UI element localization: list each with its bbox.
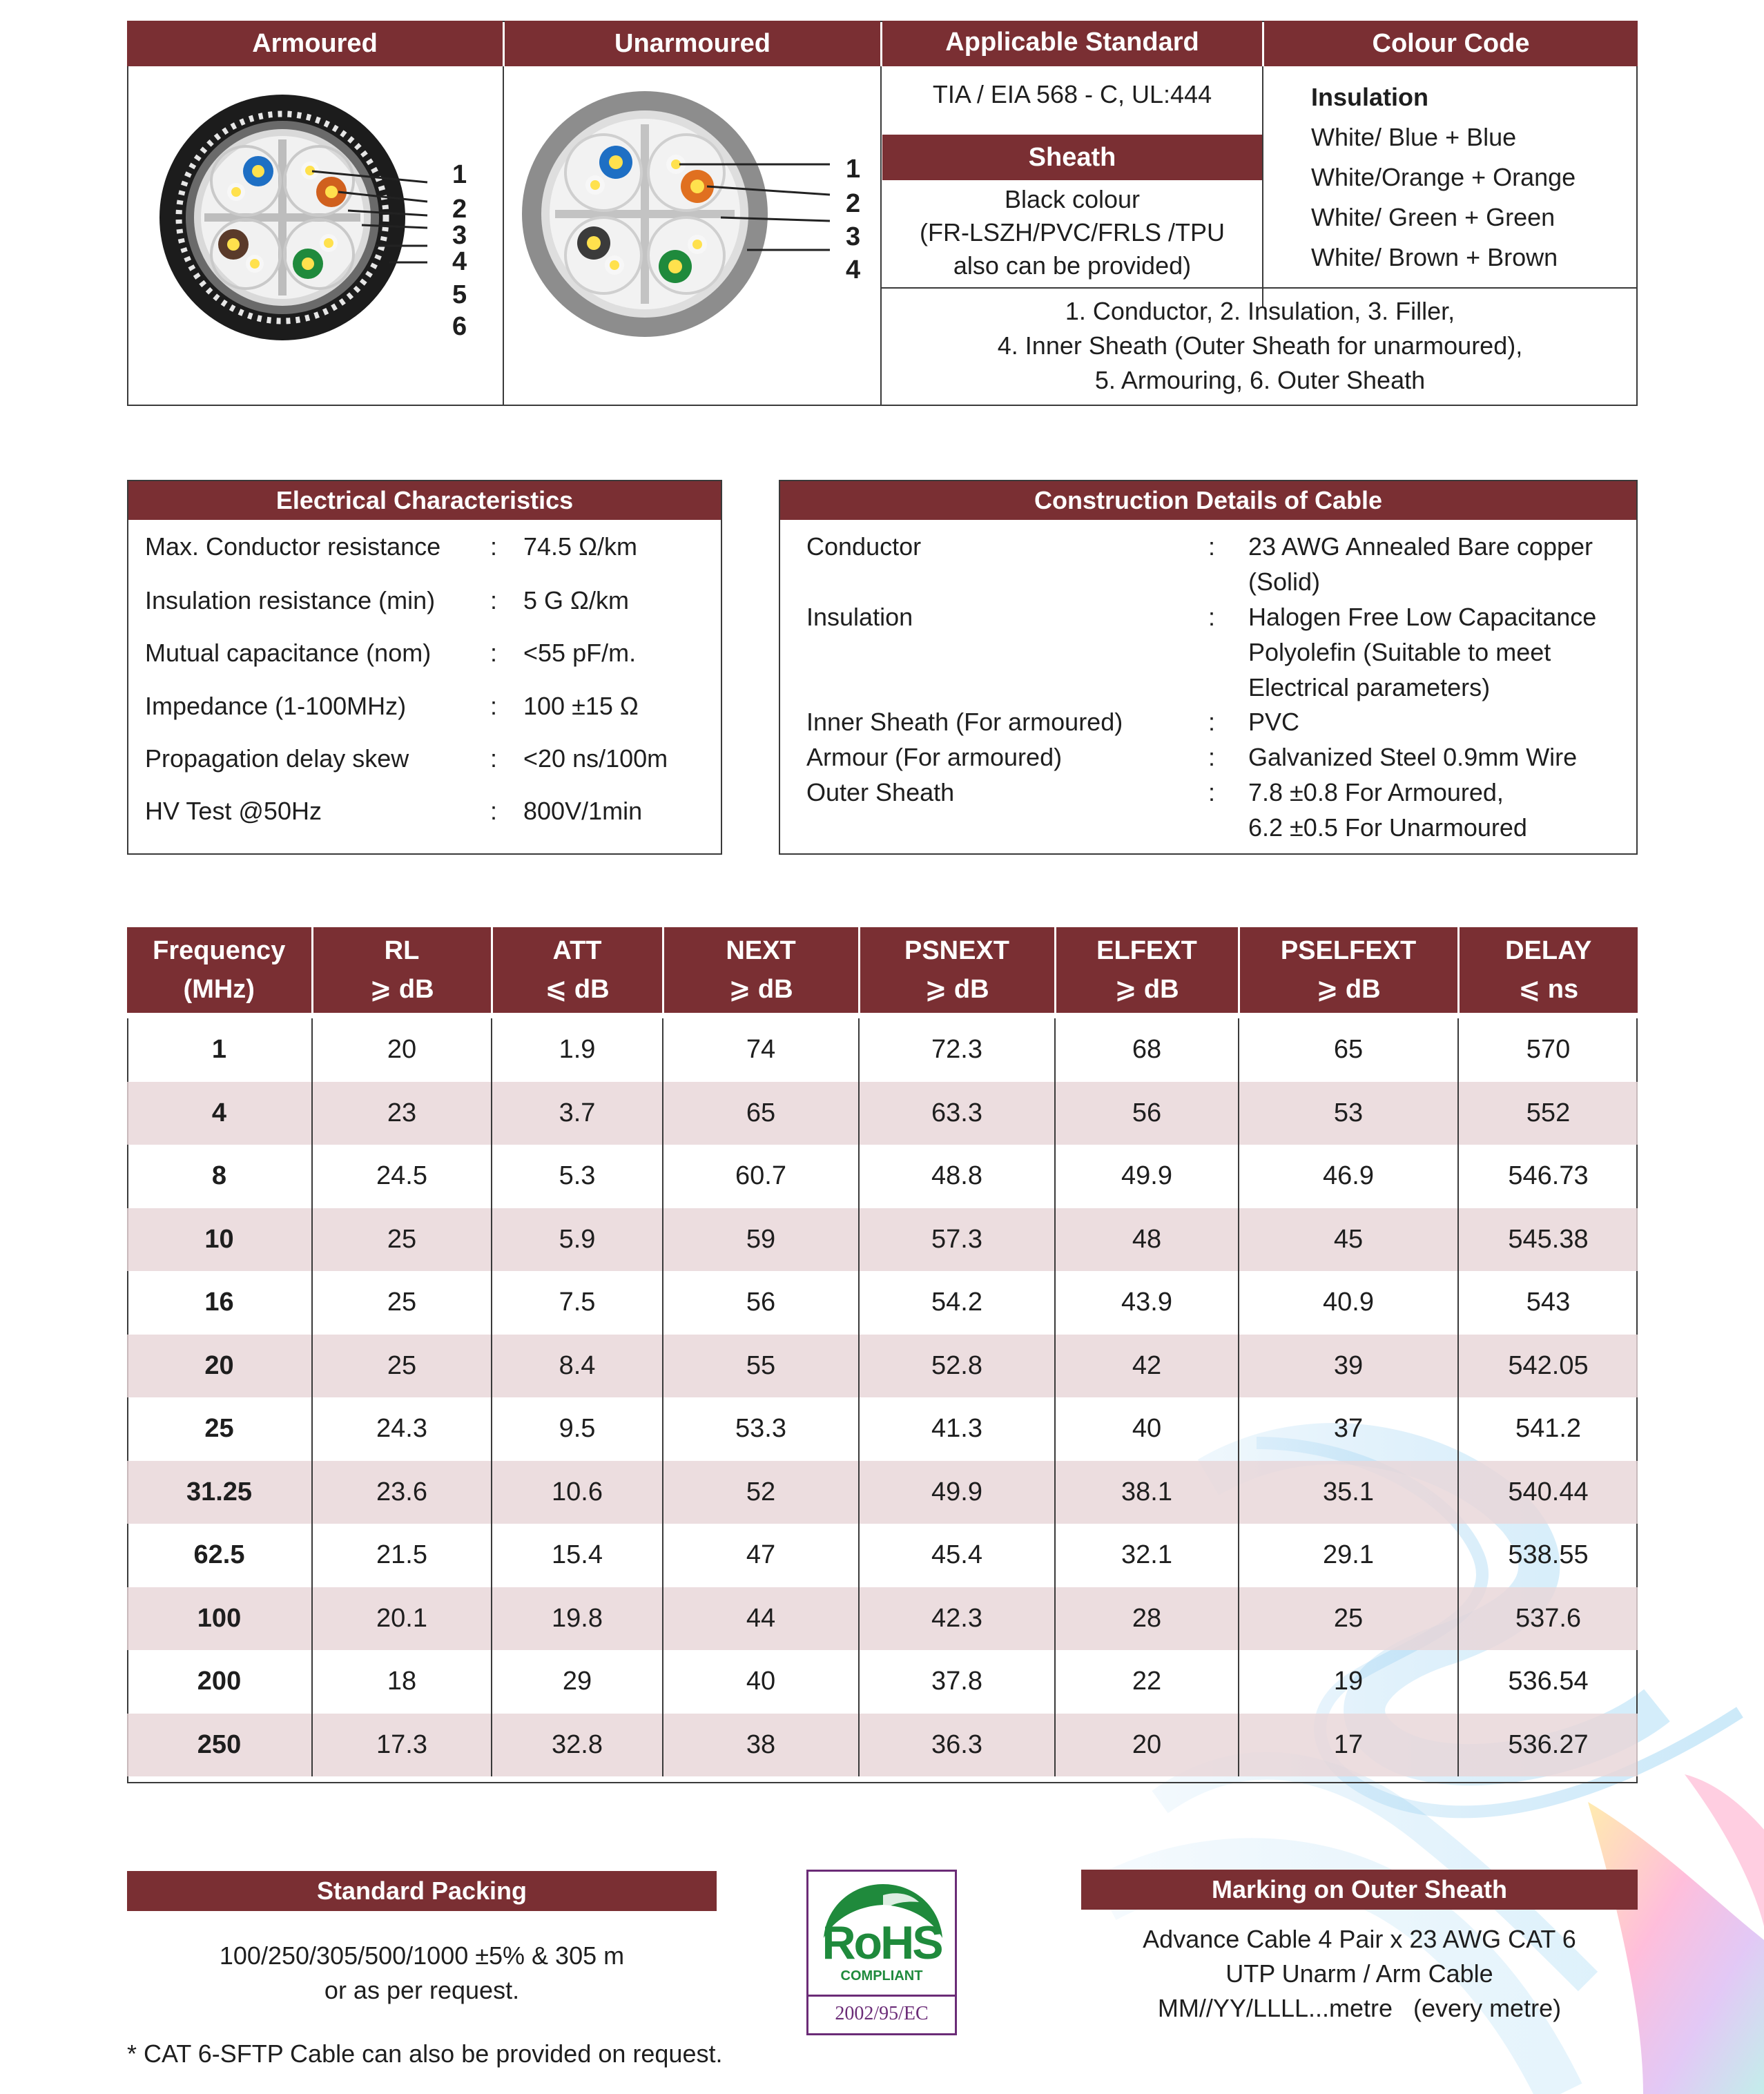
column-header xyxy=(1458,927,1638,1016)
table-cell: 3.7 xyxy=(492,1082,663,1145)
armoured-callout-5: 5 xyxy=(452,280,467,309)
marking-header: Marking on Outer Sheath xyxy=(1081,1870,1638,1910)
table-cell: 65 xyxy=(663,1082,859,1145)
frequency-cell: 20 xyxy=(127,1335,312,1398)
divider xyxy=(880,287,1638,289)
colour-code-item: White/ Brown + Brown xyxy=(1311,243,1558,271)
frequency-cell: 250 xyxy=(127,1714,312,1777)
table-cell: 24.5 xyxy=(312,1145,492,1208)
table-cell: 542.05 xyxy=(1458,1335,1638,1398)
unarmoured-callout-1: 1 xyxy=(846,155,861,184)
table-row xyxy=(127,1714,1638,1777)
column-header-title: PSELFEXT xyxy=(1280,936,1417,965)
rohs-code: 2002/95/EC xyxy=(835,2003,929,2024)
electrical-value: <20 ns/100m xyxy=(523,744,668,773)
table-cell: 65 xyxy=(1239,1016,1458,1082)
table-cell: 32.8 xyxy=(492,1714,663,1777)
table-cell: 19.8 xyxy=(492,1587,663,1651)
divider xyxy=(880,66,882,406)
table-cell: 18 xyxy=(312,1650,492,1714)
sheath-line-3: also can be provided) xyxy=(953,251,1192,280)
electrical-sep: : xyxy=(490,639,498,667)
table-cell: 42 xyxy=(1055,1335,1239,1398)
table-cell: 37.8 xyxy=(859,1650,1055,1714)
table-row xyxy=(127,1650,1638,1714)
column-header-unit: (MHz) xyxy=(183,975,255,1004)
table-cell: 60.7 xyxy=(663,1145,859,1208)
table-row xyxy=(127,1271,1638,1335)
table-cell: 43.9 xyxy=(1055,1271,1239,1335)
table-cell: 552 xyxy=(1458,1082,1638,1145)
table-cell: 24.3 xyxy=(312,1397,492,1461)
table-cell: 541.2 xyxy=(1515,1414,1582,1444)
marking-line-3: MM//YY/LLLL...metre (every metre) xyxy=(1157,1994,1562,2022)
divider xyxy=(503,66,504,406)
electrical-characteristics-panel xyxy=(127,480,722,855)
table-row xyxy=(127,1587,1638,1651)
table-row xyxy=(127,1082,1638,1145)
table-cell: 56 xyxy=(663,1271,859,1335)
frequency-cell: 10 xyxy=(127,1208,312,1272)
table-cell: 40 xyxy=(663,1650,859,1714)
construction-value: 6.2 ±0.5 For Unarmoured xyxy=(1248,813,1527,842)
table-cell: 37 xyxy=(1239,1397,1458,1461)
column-header xyxy=(127,927,312,1016)
unarmoured-callout-2: 2 xyxy=(846,189,861,218)
table-cell: 52.8 xyxy=(859,1335,1055,1398)
frequency-cell: 200 xyxy=(127,1650,312,1714)
table-cell: 29 xyxy=(492,1650,663,1714)
table-cell: 17 xyxy=(1239,1714,1458,1777)
table-cell: 28 xyxy=(1055,1587,1239,1651)
column-header-title: RL xyxy=(384,936,420,965)
table-cell: 29.1 xyxy=(1239,1524,1458,1587)
table-cell: 32.1 xyxy=(1055,1524,1239,1587)
table-cell: 53.3 xyxy=(663,1397,859,1461)
column-header xyxy=(312,927,492,1016)
construction-value: Electrical parameters) xyxy=(1248,673,1491,701)
electrical-sep: : xyxy=(490,744,498,773)
standard-value: TIA / EIA 568 - C, UL:444 xyxy=(932,80,1212,108)
table-cell: 45.4 xyxy=(859,1524,1055,1587)
construction-sep: : xyxy=(1208,532,1216,561)
electrical-value: 100 ±15 Ω xyxy=(523,692,639,720)
table-cell: 538.55 xyxy=(1508,1540,1589,1570)
table-cell: 25 xyxy=(312,1271,492,1335)
table-cell: 40 xyxy=(1055,1397,1239,1461)
table-cell: 8.4 xyxy=(492,1335,663,1398)
frequency-cell: 16 xyxy=(127,1271,312,1335)
construction-label: Insulation xyxy=(806,603,913,631)
table-cell: 536.27 xyxy=(1458,1714,1638,1777)
colour-code-header: Colour Code xyxy=(1264,21,1638,66)
table-header-row xyxy=(127,927,1638,1016)
top-section xyxy=(127,21,1638,406)
table-cell: 57.3 xyxy=(859,1208,1055,1272)
packing-line-1: 100/250/305/500/1000 ±5% & 305 m xyxy=(219,1941,625,1970)
table-cell: 52 xyxy=(663,1461,859,1524)
construction-value: Halogen Free Low Capacitance xyxy=(1248,603,1597,631)
table-cell: 5.9 xyxy=(492,1208,663,1272)
sheath-line-1: Black colour xyxy=(1004,185,1141,213)
sheath-header: Sheath xyxy=(882,135,1262,180)
construction-sep: : xyxy=(1208,603,1216,631)
column-header-unit: ⩾ dB xyxy=(728,975,793,1004)
construction-label: Conductor xyxy=(806,532,922,561)
table-row xyxy=(127,1397,1638,1461)
construction-value: 23 AWG Annealed Bare copper xyxy=(1248,532,1593,561)
column-header-title: Frequency xyxy=(153,936,286,965)
table-row xyxy=(127,1335,1638,1398)
colour-code-item: White/ Blue + Blue xyxy=(1311,123,1517,151)
table-cell: 536.54 xyxy=(1508,1667,1589,1696)
electrical-value: 74.5 Ω/km xyxy=(523,532,637,561)
electrical-label: Impedance (1-100MHz) xyxy=(145,692,407,720)
column-header xyxy=(859,927,1055,1016)
table-cell: 537.6 xyxy=(1458,1587,1638,1651)
table-cell: 49.9 xyxy=(1055,1145,1239,1208)
table-cell: 45 xyxy=(1239,1208,1458,1272)
construction-details-panel xyxy=(779,480,1638,855)
table-row xyxy=(127,1208,1638,1272)
frequency-cell: 25 xyxy=(127,1397,312,1461)
table-cell: 48 xyxy=(1055,1208,1239,1272)
frequency-cell: 100 xyxy=(127,1587,312,1651)
electrical-sep: : xyxy=(490,692,498,720)
construction-sep: : xyxy=(1208,743,1216,771)
column-header-title: ATT xyxy=(552,936,602,965)
armoured-callout-6: 6 xyxy=(452,312,467,341)
table-cell: 39 xyxy=(1239,1335,1458,1398)
electrical-sep: : xyxy=(490,797,498,825)
table-cell: 570 xyxy=(1458,1016,1638,1082)
table-cell: 545.38 xyxy=(1458,1208,1638,1272)
table-cell: 38.1 xyxy=(1055,1461,1239,1524)
column-header-title: NEXT xyxy=(726,936,796,965)
colour-code-item: White/Orange + Orange xyxy=(1311,163,1576,191)
sheath-line-2: (FR-LSZH/PVC/FRLS /TPU xyxy=(919,218,1225,246)
column-header-unit: ⩾ dB xyxy=(924,975,989,1004)
packing-line-2: or as per request. xyxy=(324,1976,520,2004)
standard-packing-header: Standard Packing xyxy=(127,1871,717,1911)
electrical-header: Electrical Characteristics xyxy=(128,481,721,520)
armoured-cable-diagram xyxy=(141,90,500,400)
electrical-sep: : xyxy=(490,532,498,561)
construction-value: Galvanized Steel 0.9mm Wire xyxy=(1248,743,1578,771)
column-header-unit: ⩾ dB xyxy=(1316,975,1381,1004)
column-header-title: ELFEXT xyxy=(1096,936,1197,965)
unarmoured-callout-4: 4 xyxy=(846,255,861,284)
legend-line-1: 1. Conductor, 2. Insulation, 3. Filler, xyxy=(1065,297,1455,325)
colour-code-item: White/ Green + Green xyxy=(1311,203,1555,231)
construction-header: Construction Details of Cable xyxy=(780,481,1636,520)
marking-line-2: UTP Unarm / Arm Cable xyxy=(1225,1959,1493,1988)
marking-line-1: Advance Cable 4 Pair x 23 AWG CAT 6 xyxy=(1143,1925,1576,1953)
table-cell: 48.8 xyxy=(859,1145,1055,1208)
unarmoured-cable-diagram xyxy=(514,90,873,400)
table-cell: 41.3 xyxy=(859,1397,1055,1461)
table-cell: 46.9 xyxy=(1239,1145,1458,1208)
electrical-label: HV Test @50Hz xyxy=(145,797,322,825)
divider xyxy=(1262,66,1263,308)
armoured-callout-2: 2 xyxy=(452,195,467,224)
column-header xyxy=(1239,927,1458,1016)
table-cell: 1.9 xyxy=(492,1016,663,1082)
table-cell: 44 xyxy=(663,1587,859,1651)
legend-line-3: 5. Armouring, 6. Outer Sheath xyxy=(1094,366,1426,394)
table-cell: 17.3 xyxy=(312,1714,492,1777)
rohs-mark: RoHS xyxy=(822,1917,942,1969)
column-header-unit: ⩾ dB xyxy=(369,975,434,1004)
table-cell: 5.3 xyxy=(492,1145,663,1208)
table-cell: 36.3 xyxy=(859,1714,1055,1777)
unarmoured-header: Unarmoured xyxy=(505,21,880,66)
frequency-cell: 62.5 xyxy=(127,1524,312,1587)
table-cell: 15.4 xyxy=(492,1524,663,1587)
construction-value: (Solid) xyxy=(1248,568,1321,596)
electrical-value: 800V/1min xyxy=(523,797,643,825)
table-cell: 35.1 xyxy=(1239,1461,1458,1524)
table-cell: 42.3 xyxy=(859,1587,1055,1651)
table-cell: 21.5 xyxy=(312,1524,492,1587)
table-cell: 53 xyxy=(1239,1082,1458,1145)
construction-label: Armour (For armoured) xyxy=(806,743,1063,771)
table-cell: 543 xyxy=(1526,1288,1571,1317)
frequency-cell: 4 xyxy=(127,1082,312,1145)
construction-value: PVC xyxy=(1248,708,1300,736)
electrical-value: <55 pF/m. xyxy=(523,639,637,667)
legend-line-2: 4. Inner Sheath (Outer Sheath for unarmoured), xyxy=(997,331,1523,360)
electrical-label: Max. Conductor resistance xyxy=(145,532,441,561)
packing-footnote: * CAT 6-SFTP Cable can also be provided on request. xyxy=(127,2039,723,2068)
electrical-label: Insulation resistance (min) xyxy=(145,586,436,614)
table-cell: 55 xyxy=(663,1335,859,1398)
rohs-logo xyxy=(806,1870,957,2035)
table-cell: 63.3 xyxy=(859,1082,1055,1145)
frequency-cell: 8 xyxy=(127,1145,312,1208)
table-row xyxy=(127,1461,1638,1524)
table-cell: 23 xyxy=(312,1082,492,1145)
table-cell: 72.3 xyxy=(859,1016,1055,1082)
table-cell: 54.2 xyxy=(859,1271,1055,1335)
table-cell: 74 xyxy=(663,1016,859,1082)
table-cell: 38 xyxy=(663,1714,859,1777)
table-cell: 25 xyxy=(1239,1587,1458,1651)
column-header-unit: ⩽ ns xyxy=(1518,975,1579,1004)
armoured-callout-4: 4 xyxy=(452,247,467,276)
performance-table xyxy=(127,927,1638,1776)
table-cell: 49.9 xyxy=(859,1461,1055,1524)
frequency-cell: 31.25 xyxy=(127,1461,312,1524)
armoured-callout-1: 1 xyxy=(452,160,467,189)
table-cell: 23.6 xyxy=(312,1461,492,1524)
construction-label: Inner Sheath (For armoured) xyxy=(806,708,1123,736)
table-cell: 68 xyxy=(1055,1016,1239,1082)
table-cell: 25 xyxy=(312,1208,492,1272)
construction-sep: : xyxy=(1208,778,1216,806)
colour-code-title: Insulation xyxy=(1311,83,1428,111)
rohs-divider xyxy=(808,1995,955,1997)
construction-sep: : xyxy=(1208,708,1216,736)
column-header xyxy=(663,927,859,1016)
table-cell: 9.5 xyxy=(492,1397,663,1461)
table-cell: 20.1 xyxy=(312,1587,492,1651)
table-cell: 25 xyxy=(312,1335,492,1398)
table-cell: 47 xyxy=(663,1524,859,1587)
table-cell: 10.6 xyxy=(492,1461,663,1524)
column-header xyxy=(492,927,663,1016)
table-cell: 540.44 xyxy=(1458,1461,1638,1524)
column-header-unit: ⩽ dB xyxy=(545,975,610,1004)
table-cell: 546.73 xyxy=(1508,1161,1589,1191)
table-cell: 40.9 xyxy=(1239,1271,1458,1335)
rohs-compliant: COMPLIANT xyxy=(840,1968,923,1984)
construction-label: Outer Sheath xyxy=(806,778,955,806)
table-cell: 20 xyxy=(312,1016,492,1082)
table-cell: 22 xyxy=(1055,1650,1239,1714)
table-row xyxy=(127,1016,1638,1082)
column-header-unit: ⩾ dB xyxy=(1114,975,1179,1004)
standard-header: Applicable Standard xyxy=(882,21,1262,66)
construction-value: Polyolefin (Suitable to meet xyxy=(1248,638,1551,666)
electrical-label: Mutual capacitance (nom) xyxy=(145,639,432,667)
unarmoured-callout-3: 3 xyxy=(846,222,861,251)
electrical-label: Propagation delay skew xyxy=(145,744,409,773)
construction-value: 7.8 ±0.8 For Armoured, xyxy=(1248,778,1504,806)
armoured-callout-3: 3 xyxy=(452,221,467,250)
armoured-header: Armoured xyxy=(127,21,503,66)
table-cell: 56 xyxy=(1055,1082,1239,1145)
table-cell: 20 xyxy=(1055,1714,1239,1777)
electrical-value: 5 G Ω/km xyxy=(523,586,629,614)
column-header-title: PSNEXT xyxy=(904,936,1010,965)
column-header xyxy=(1055,927,1239,1016)
column-header-title: DELAY xyxy=(1505,936,1592,965)
table-cell: 19 xyxy=(1239,1650,1458,1714)
table-cell: 59 xyxy=(663,1208,859,1272)
table-row xyxy=(127,1145,1638,1208)
frequency-cell: 1 xyxy=(127,1016,312,1082)
table-cell: 7.5 xyxy=(492,1271,663,1335)
electrical-sep: : xyxy=(490,586,498,614)
table-row xyxy=(127,1524,1638,1587)
